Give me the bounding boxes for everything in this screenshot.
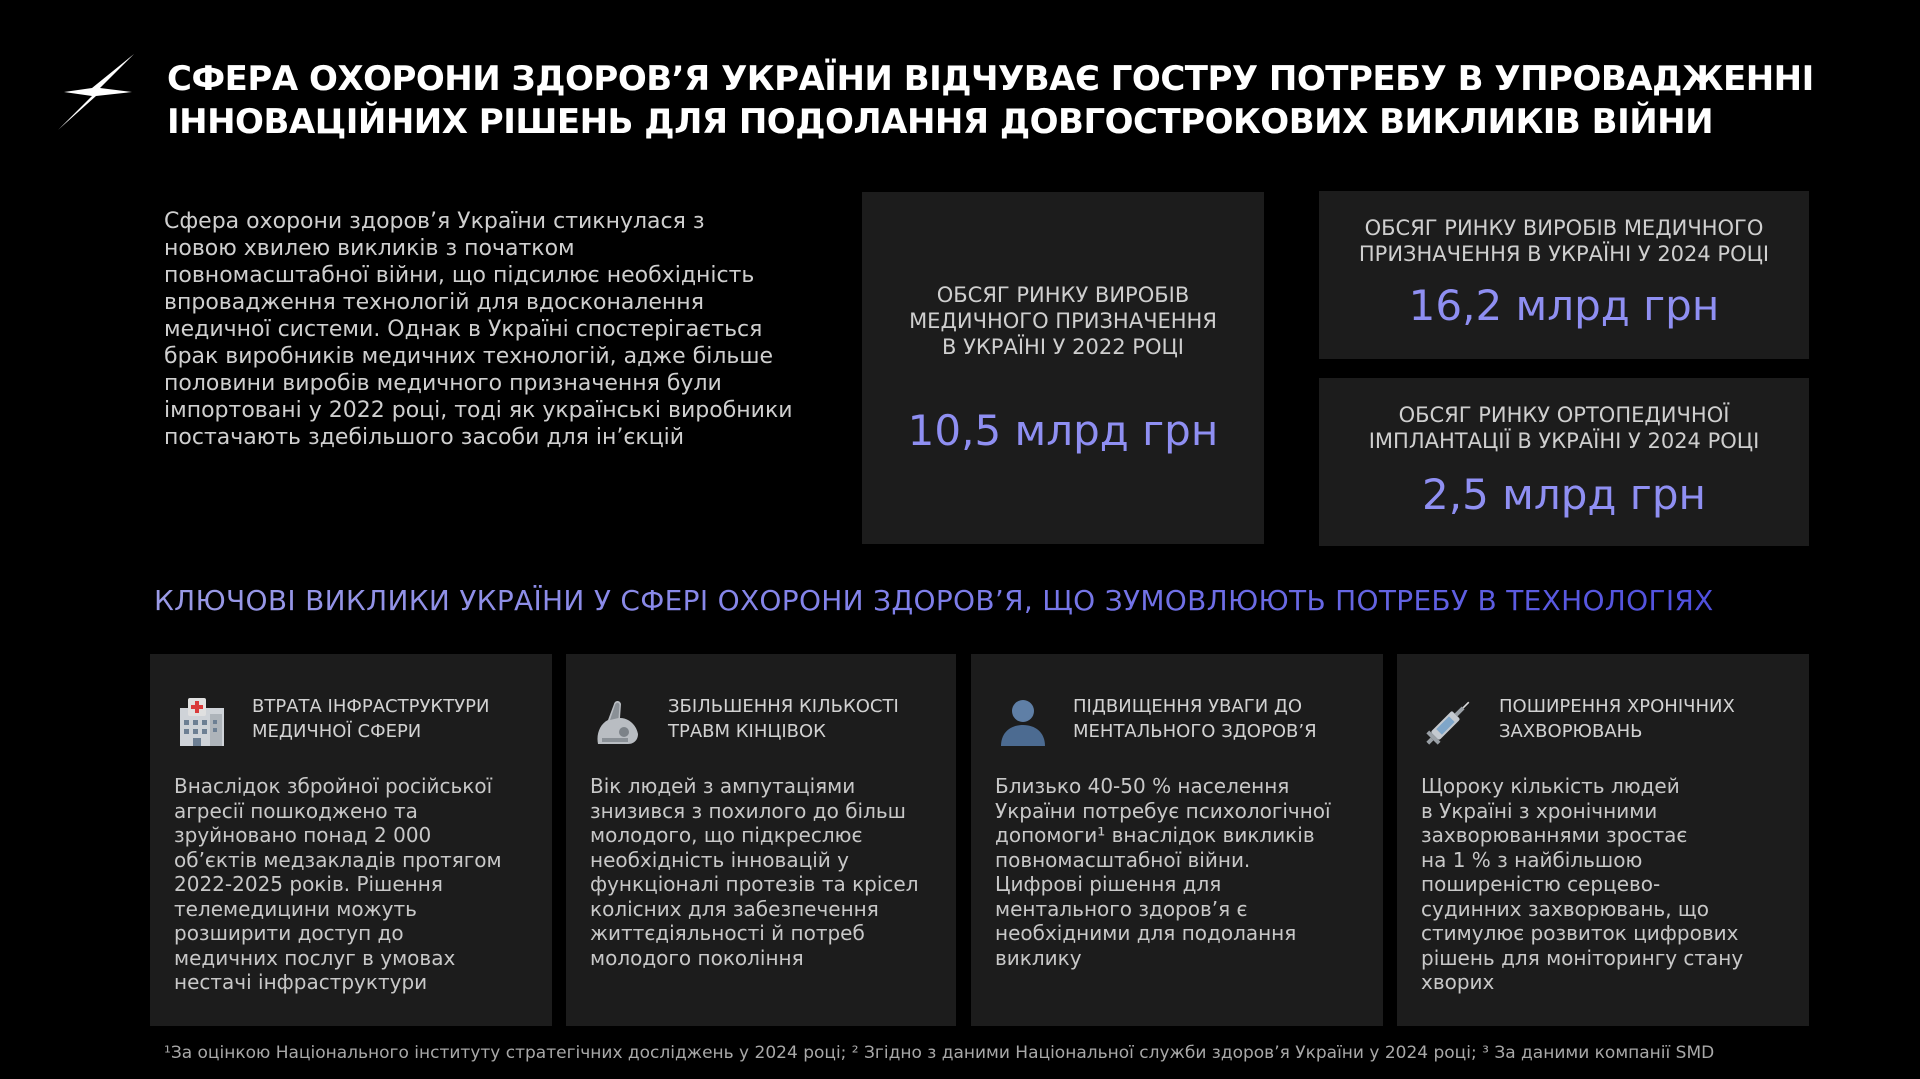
challenge-text-line: рішень для моніторингу стану xyxy=(1421,945,1744,970)
challenge-title-line: ПІДВИЩЕННЯ УВАГИ ДО xyxy=(1073,696,1303,717)
stat-card-market-2022 xyxy=(862,192,1264,544)
challenge-text-line: повномасштабної війни. xyxy=(995,847,1251,872)
challenge-title-line: ПОШИРЕННЯ ХРОНІЧНИХ xyxy=(1499,696,1735,717)
stat-card-value: 10,5 млрд грн xyxy=(907,405,1219,455)
intro-line: імпортовані у 2022 році, тоді як українські виробники xyxy=(164,398,793,423)
challenge-title xyxy=(1073,694,1317,744)
challenge-title xyxy=(668,694,899,744)
challenge-text-line: хворих xyxy=(1421,970,1495,994)
page-title-line-1: СФЕРА ОХОРОНИ ЗДОРОВ’Я УКРАЇНИ ВІДЧУВАЄ ГОСТРУ ПОТРЕБУ В УПРОВАДЖЕННІ xyxy=(167,59,1814,99)
syringe-icon xyxy=(1421,694,1477,750)
intro-line: постачають здебільшого засоби для ін’єкцій xyxy=(164,425,685,450)
challenge-text-line: зруйновано понад 2 000 xyxy=(174,823,432,847)
challenge-text-line: телемедицини можуть xyxy=(174,896,417,921)
challenge-text-line: стимулює розвиток цифрових xyxy=(1421,921,1739,945)
challenge-text-line: функціоналі протезів та крісел xyxy=(590,872,919,896)
challenge-text-line: Внаслідок збройної російської xyxy=(174,774,493,798)
intro-line: половини виробів медичного призначення були xyxy=(164,371,722,396)
challenge-text-line: молодого покоління xyxy=(590,945,804,970)
stat-label-line: ОБСЯГ РИНКУ ВИРОБІВ xyxy=(936,282,1190,307)
prosthetic-arm-icon xyxy=(590,694,646,750)
challenge-text-line: колісних для забезпечення xyxy=(590,896,879,921)
challenge-text xyxy=(995,774,1361,970)
challenge-text-line: ментального здоров’я є xyxy=(995,896,1248,921)
challenge-text-line: необхідність інновацій у xyxy=(590,847,849,872)
challenge-text-line: об’єктів медзакладів протягом xyxy=(174,847,502,872)
intro-line: повномасштабної війни, що підсилює необхідність xyxy=(164,263,755,288)
challenge-title-line: ЗАХВОРЮВАНЬ xyxy=(1499,721,1643,742)
stat-label-line: МЕДИЧНОГО ПРИЗНАЧЕННЯ xyxy=(909,308,1217,333)
challenge-text-line: допомоги¹ внаслідок викликів xyxy=(995,823,1315,847)
logo-star-icon xyxy=(56,52,136,132)
stat-label-line: ОБСЯГ РИНКУ ОРТОПЕДИЧНОЇ xyxy=(1398,403,1730,427)
challenge-card-chronic-diseases xyxy=(1397,654,1809,1026)
challenge-title-line: ВТРАТА ІНФРАСТРУКТУРИ xyxy=(252,696,490,717)
stat-label-line: ІМПЛАНТАЦІЇ В УКРАЇНІ У 2024 РОЦІ xyxy=(1368,429,1760,453)
intro-line: впровадження технологій для вдосконалення xyxy=(164,290,704,315)
stat-card-value: 16,2 млрд грн xyxy=(1408,281,1720,330)
challenge-text-line: захворюваннями зростає xyxy=(1421,823,1688,847)
stat-card-label xyxy=(909,282,1217,360)
intro-line: брак виробників медичних технологій, адже більше xyxy=(164,344,774,369)
stat-label-line: В УКРАЇНІ У 2022 РОЦІ xyxy=(942,334,1184,359)
challenge-title xyxy=(252,694,490,744)
intro-line: новою хвилею викликів з початком xyxy=(164,236,575,261)
challenge-title-line: МЕНТАЛЬНОГО ЗДОРОВ’Я xyxy=(1073,721,1317,742)
page-title-line-2: ІННОВАЦІЙНИХ РІШЕНЬ ДЛЯ ПОДОЛАННЯ ДОВГОСТРОКОВИХ ВИКЛИКІВ ВІЙНИ xyxy=(167,102,1714,142)
challenge-title xyxy=(1499,694,1735,744)
challenge-card-limb-injuries xyxy=(566,654,956,1026)
challenge-text-line: 2022-2025 років. Рішення xyxy=(174,872,443,896)
stat-card-market-2024 xyxy=(1319,191,1809,359)
challenge-text-line: поширеністю серцево- xyxy=(1421,872,1661,896)
challenge-title-line: МЕДИЧНОЇ СФЕРИ xyxy=(252,721,422,742)
challenge-text-line: України потребує психологічної xyxy=(995,798,1331,823)
challenge-text-line: розширити доступ до xyxy=(174,921,404,945)
challenge-title-line: ЗБІЛЬШЕННЯ КІЛЬКОСТІ xyxy=(668,696,899,717)
challenge-text-line: життєдіяльності й потреб xyxy=(590,921,865,945)
challenge-text-line: Близько 40-50 % населення xyxy=(995,774,1290,798)
stat-card-orthopedic-2024 xyxy=(1319,378,1809,546)
challenge-text xyxy=(174,774,530,995)
challenge-text-line: виклику xyxy=(995,945,1082,970)
section-heading: КЛЮЧОВІ ВИКЛИКИ УКРАЇНИ У СФЕРІ ОХОРОНИ ЗДОРОВ’Я, ЩО ЗУМОВЛЮЮТЬ ПОТРЕБУ В ТЕХНОЛОГІЯХ xyxy=(154,584,1834,617)
person-icon xyxy=(995,694,1051,750)
challenge-text-line: необхідними для подолання xyxy=(995,921,1297,945)
footnote: ¹За оцінкою Національного інституту стратегічних досліджень у 2024 році; ² Згідно з даними Національної служби здоров’я України у 2024 році; ³ За даними компанії SMD xyxy=(164,1043,1715,1063)
challenge-card-infrastructure xyxy=(150,654,552,1026)
challenge-text-line: агресії пошкоджено та xyxy=(174,798,418,823)
intro-line: медичної системи. Однак в Україні спостерігається xyxy=(164,317,763,342)
challenge-text-line: на 1 % з найбільшою xyxy=(1421,847,1643,872)
stat-label-line: ОБСЯГ РИНКУ ВИРОБІВ МЕДИЧНОГО xyxy=(1364,216,1764,240)
challenge-text-line: Цифрові рішення для xyxy=(995,872,1222,896)
intro-paragraph xyxy=(164,208,844,451)
page-title xyxy=(167,58,1814,144)
challenge-text-line: знизився з похилого до більш xyxy=(590,798,906,823)
challenge-text-line: Щороку кількість людей xyxy=(1421,774,1680,798)
challenge-card-mental-health xyxy=(971,654,1383,1026)
stat-label-line: ПРИЗНАЧЕННЯ В УКРАЇНІ У 2024 РОЦІ xyxy=(1358,242,1770,266)
hospital-icon xyxy=(174,694,230,750)
challenge-text-line: молодого, що підкреслює xyxy=(590,823,863,847)
stat-card-label xyxy=(1369,402,1760,454)
challenge-text-line: нестачі інфраструктури xyxy=(174,970,428,994)
challenge-text-line: Вік людей з ампутаціями xyxy=(590,774,856,798)
intro-line: Сфера охорони здоров’я України стикнулася з xyxy=(164,209,705,234)
challenge-text xyxy=(590,774,934,970)
stat-card-label xyxy=(1359,215,1769,267)
challenge-text-line: в Україні з хронічними xyxy=(1421,798,1658,823)
challenge-text xyxy=(1421,774,1787,995)
challenge-title-line: ТРАВМ КІНЦІВОК xyxy=(668,721,826,742)
challenge-text-line: судинних захворювань, що xyxy=(1421,896,1709,921)
stat-card-value: 2,5 млрд грн xyxy=(1422,470,1706,519)
challenge-text-line: медичних послуг в умовах xyxy=(174,945,456,970)
